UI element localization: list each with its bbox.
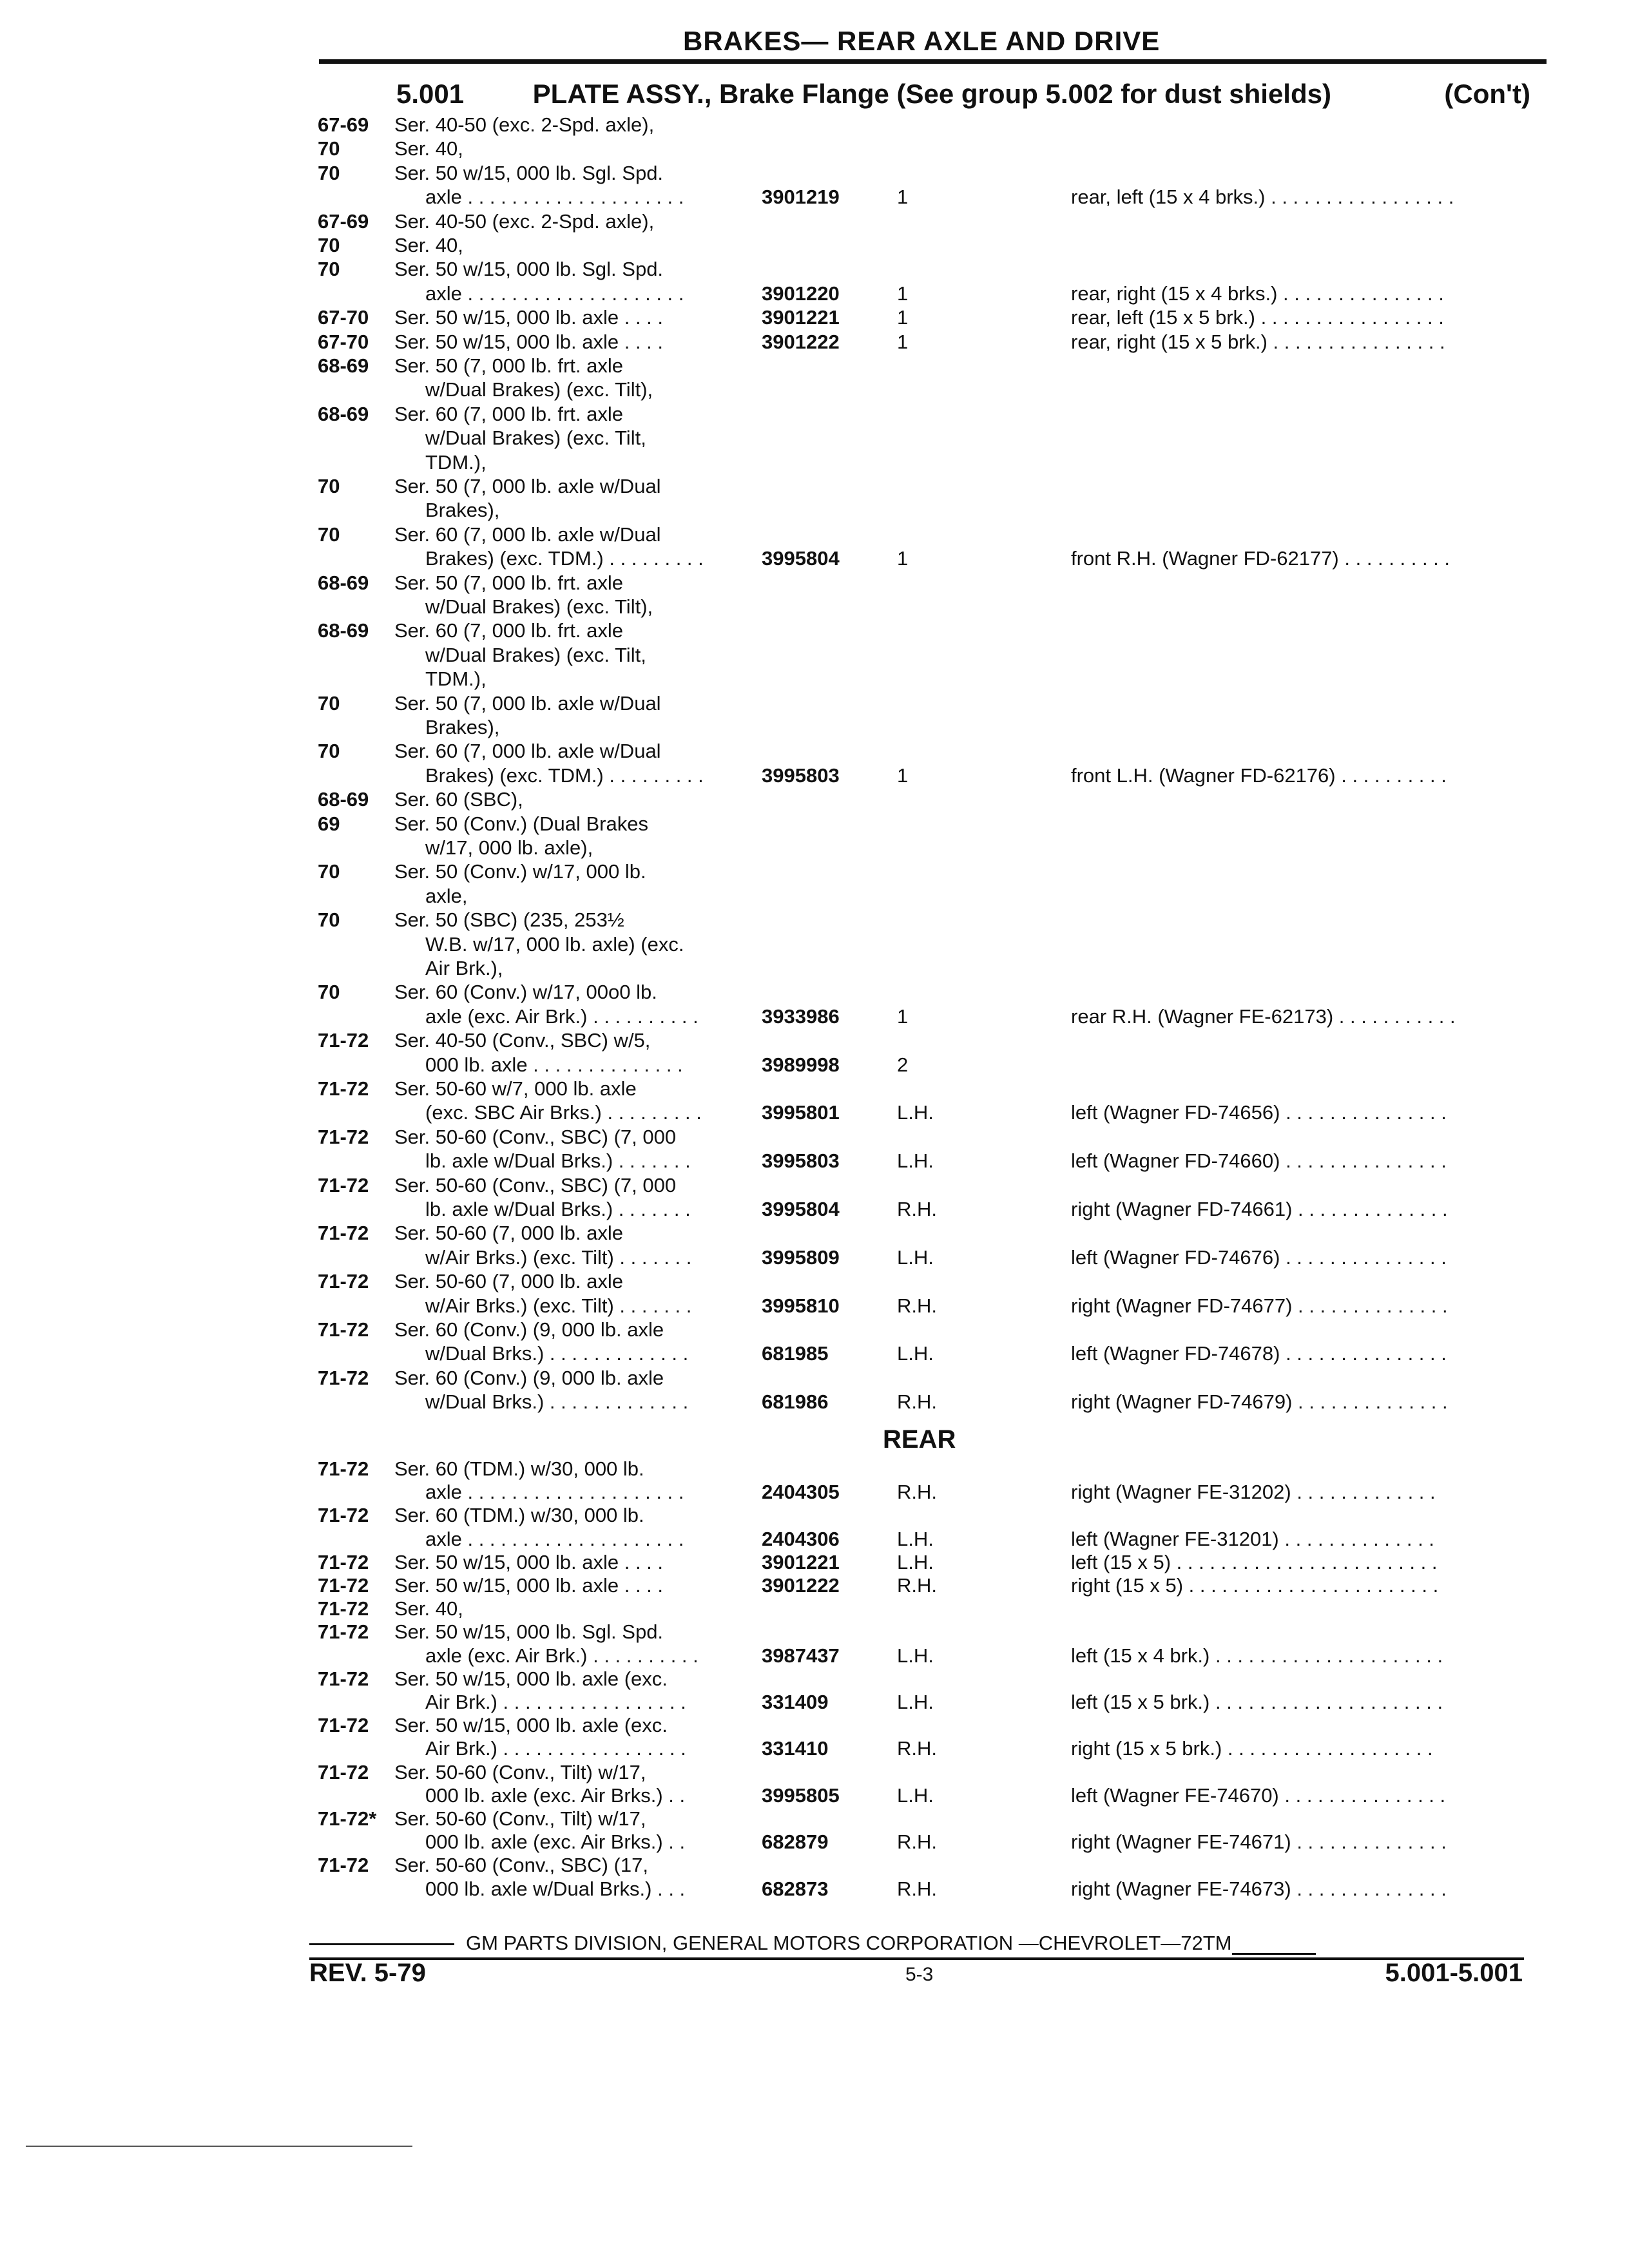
part-row [0, 1714, 1629, 1737]
quantity-side: L.H. [897, 1550, 934, 1573]
model-year: 71-72 [318, 1714, 369, 1737]
part-number: 3901222 [762, 330, 840, 353]
part-row [0, 860, 1629, 883]
part-number: 331409 [762, 1691, 829, 1713]
description: Ser. 60 (Conv.) w/17, 00o0 lb. [394, 981, 657, 1004]
description: lb. axle w/Dual Brks.) . . . . . . . [425, 1149, 691, 1173]
description: axle . . . . . . . . . . . . . . . . . . . . [425, 1481, 684, 1504]
description: Ser. 40, [394, 1597, 463, 1620]
description: (exc. SBC Air Brks.) . . . . . . . . . [425, 1101, 702, 1124]
part-number: 681986 [762, 1390, 829, 1414]
remarks: rear, right (15 x 5 brk.) . . . . . . . . . . . . . . . . [1071, 330, 1445, 353]
model-year: 71-72 [318, 1366, 369, 1389]
remarks: right (Wagner FD-74661) . . . . . . . . . . . . . . [1071, 1198, 1448, 1220]
part-row [0, 451, 1629, 474]
description: axle (exc. Air Brk.) . . . . . . . . . . [425, 1004, 699, 1028]
part-row [0, 957, 1629, 980]
footer-rule [309, 1957, 1524, 1960]
description: Ser. 40-50 (exc. 2-Spd. axle), [394, 113, 655, 136]
quantity-side: R.H. [897, 1831, 937, 1854]
description: Ser. 40-50 (Conv., SBC) w/5, [394, 1029, 651, 1052]
remarks: left (15 x 5) . . . . . . . . . . . . . . . . . . . . . . . . [1071, 1550, 1438, 1573]
quantity-side: 1 [897, 306, 909, 329]
model-year: 68-69 [318, 354, 369, 377]
part-row [0, 885, 1629, 908]
part-row [0, 1784, 1629, 1807]
remarks: rear R.H. (Wagner FE-62173) . . . . . . . . . . . [1071, 1004, 1456, 1028]
description: Air Brk.), [425, 957, 503, 979]
header-rule [319, 59, 1547, 64]
model-year: 71-72 [318, 1667, 369, 1690]
model-year: 70 [318, 981, 340, 1004]
model-year: 71-72 [318, 1173, 369, 1196]
part-row [0, 740, 1629, 763]
description: Ser. 50-60 (Conv., SBC) (7, 000 [394, 1125, 677, 1148]
revision-label: REV. 5-79 [309, 1959, 426, 1987]
description: Ser. 50 w/15, 000 lb. axle . . . . [394, 330, 664, 353]
quantity-side: R.H. [897, 1390, 937, 1414]
part-number: 3901221 [762, 306, 840, 329]
model-year: 68-69 [318, 571, 369, 594]
part-number: 3995801 [762, 1101, 840, 1124]
description: Ser. 40-50 (exc. 2-Spd. axle), [394, 209, 655, 233]
description: Ser. 50 (7, 000 lb. axle w/Dual [394, 475, 661, 497]
description: 000 lb. axle (exc. Air Brks.) . . [425, 1831, 686, 1854]
description: Ser. 50 (SBC) (235, 253½ [394, 908, 624, 932]
quantity-side: L.H. [897, 1149, 934, 1173]
part-row [0, 1077, 1629, 1100]
part-row [0, 1481, 1629, 1504]
part-row [0, 1878, 1629, 1901]
model-year: 71-72 [318, 1574, 369, 1597]
description: 000 lb. axle . . . . . . . . . . . . . . [425, 1053, 683, 1076]
part-row [0, 1149, 1629, 1173]
part-row [0, 1101, 1629, 1124]
model-year: 70 [318, 161, 340, 184]
page-header-title: BRAKES— REAR AXLE AND DRIVE [683, 26, 1161, 56]
part-row [0, 1222, 1629, 1245]
part-number: 3995803 [762, 764, 840, 787]
footer-publisher-text: GM PARTS DIVISION, GENERAL MOTORS CORPORATION —CHEVROLET—72TM [466, 1932, 1232, 1954]
model-year: 71-72 [318, 1457, 369, 1480]
description: TDM.), [425, 668, 487, 691]
model-year: 67-69 [318, 113, 369, 136]
part-row [0, 668, 1629, 691]
part-row [0, 1342, 1629, 1365]
remarks: left (Wagner FD-74660) . . . . . . . . . . . . . . . [1071, 1149, 1447, 1173]
part-row [0, 788, 1629, 811]
description: axle . . . . . . . . . . . . . . . . . . . . [425, 186, 684, 209]
part-row [0, 1390, 1629, 1414]
remarks: left (Wagner FE-31201) . . . . . . . . . . . . . . [1071, 1527, 1434, 1550]
description: w/Dual Brakes) (exc. Tilt, [425, 427, 646, 450]
part-row [0, 306, 1629, 329]
model-year: 68-69 [318, 619, 369, 642]
description: Ser. 50-60 (7, 000 lb. axle [394, 1222, 624, 1245]
quantity-side: L.H. [897, 1691, 934, 1713]
description: 000 lb. axle (exc. Air Brks.) . . [425, 1783, 686, 1807]
description: Ser. 50-60 (Conv., Tilt) w/17, [394, 1760, 646, 1783]
part-row [0, 836, 1629, 860]
part-row [0, 547, 1629, 570]
part-row [0, 1270, 1629, 1293]
section-reference: 5.001-5.001 [1385, 1959, 1523, 1987]
remarks: left (Wagner FD-74676) . . . . . . . . . . . . . . . [1071, 1245, 1447, 1269]
description: Ser. 50 (Conv.) (Dual Brakes [394, 812, 648, 835]
part-row [0, 1053, 1629, 1077]
part-number: 2404305 [762, 1481, 840, 1504]
part-row [0, 1174, 1629, 1197]
description: Ser. 60 (Conv.) (9, 000 lb. axle [394, 1318, 664, 1341]
description: axle (exc. Air Brk.) . . . . . . . . . . [425, 1644, 699, 1667]
quantity-side: R.H. [897, 1481, 937, 1504]
part-row [0, 475, 1629, 498]
model-year: 70 [318, 258, 340, 281]
model-year: 71-72 [318, 1125, 369, 1148]
description: Brakes), [425, 499, 500, 522]
quantity-side: L.H. [897, 1101, 934, 1124]
description: Ser. 50 w/15, 000 lb. axle . . . . [394, 1550, 664, 1573]
part-row [0, 499, 1629, 522]
part-row [0, 331, 1629, 354]
part-row [0, 716, 1629, 739]
model-year: 67-70 [318, 330, 369, 353]
model-year: 70 [318, 234, 340, 256]
quantity-side: 1 [897, 186, 909, 209]
model-year: 70 [318, 740, 340, 763]
part-row [0, 1620, 1629, 1644]
model-year: 71-72 [318, 1550, 369, 1573]
part-row [0, 1367, 1629, 1390]
description: Ser. 60 (7, 000 lb. frt. axle [394, 619, 623, 642]
part-row [0, 403, 1629, 426]
remarks: left (Wagner FE-74670) . . . . . . . . . . . . . . . [1071, 1783, 1446, 1807]
quantity-side: 1 [897, 282, 909, 305]
part-row [0, 1005, 1629, 1028]
description: Ser. 50 (7, 000 lb. frt. axle [394, 354, 623, 377]
quantity-side: R.H. [897, 1877, 937, 1900]
description: w/Dual Brks.) . . . . . . . . . . . . . [425, 1390, 689, 1414]
part-row [0, 1457, 1629, 1481]
description: Ser. 50 (7, 000 lb. axle w/Dual [394, 691, 661, 715]
remarks: right (Wagner FD-74677) . . . . . . . . . . . . . . [1071, 1294, 1448, 1317]
remarks: front R.H. (Wagner FD-62177) . . . . . . . . . . [1071, 547, 1451, 570]
part-row [0, 137, 1629, 160]
quantity-side: R.H. [897, 1294, 937, 1317]
description: Ser. 50 w/15, 000 lb. Sgl. Spd. [394, 161, 664, 184]
part-number: 3995809 [762, 1245, 840, 1269]
part-row [0, 1318, 1629, 1341]
part-number: 681985 [762, 1342, 829, 1365]
part-row [0, 1029, 1629, 1052]
model-year: 70 [318, 908, 340, 932]
part-row [0, 908, 1629, 932]
part-row [0, 186, 1629, 209]
part-row [0, 619, 1629, 642]
footer-right-rule [1232, 1953, 1316, 1955]
part-number: 3995803 [762, 1149, 840, 1173]
part-number: 3933986 [762, 1004, 840, 1028]
description: Ser. 60 (7, 000 lb. axle w/Dual [394, 523, 661, 546]
part-row [0, 282, 1629, 305]
model-year: 70 [318, 691, 340, 715]
part-number: 3901222 [762, 1574, 840, 1597]
part-row [0, 812, 1629, 836]
description: Brakes) (exc. TDM.) . . . . . . . . . [425, 764, 704, 787]
description: Ser. 50-60 w/7, 000 lb. axle [394, 1077, 637, 1100]
part-number: 682879 [762, 1831, 829, 1854]
quantity-side: 1 [897, 764, 909, 787]
part-number: 3995804 [762, 547, 840, 570]
description: Ser. 60 (Conv.) (9, 000 lb. axle [394, 1366, 664, 1389]
model-year: 70 [318, 523, 340, 546]
part-row [0, 354, 1629, 378]
quantity-side: R.H. [897, 1574, 937, 1597]
part-row [0, 1246, 1629, 1269]
model-year: 71-72* [318, 1807, 377, 1830]
description: axle . . . . . . . . . . . . . . . . . . . . [425, 282, 684, 305]
description: TDM.), [425, 450, 487, 474]
remarks: right (Wagner FE-74671) . . . . . . . . . . . . . . [1071, 1831, 1447, 1854]
description: Brakes) (exc. TDM.) . . . . . . . . . [425, 547, 704, 570]
section-number: 5.001 [396, 79, 465, 109]
description: Ser. 50 w/15, 000 lb. axle (exc. [394, 1667, 668, 1690]
description: Ser. 50-60 (Conv., SBC) (17, [394, 1854, 648, 1877]
description: w/Air Brks.) (exc. Tilt) . . . . . . . [425, 1294, 692, 1317]
description: 000 lb. axle w/Dual Brks.) . . . [425, 1877, 686, 1900]
part-row [0, 1528, 1629, 1551]
part-number: 3995810 [762, 1294, 840, 1317]
quantity-side: L.H. [897, 1245, 934, 1269]
model-year: 67-69 [318, 209, 369, 233]
part-row [0, 234, 1629, 257]
quantity-side: R.H. [897, 1737, 937, 1760]
model-year: 70 [318, 860, 340, 883]
remarks: left (Wagner FD-74678) . . . . . . . . . . . . . . . [1071, 1342, 1447, 1365]
part-row [0, 1854, 1629, 1877]
part-row [0, 1737, 1629, 1760]
description: Ser. 50 w/15, 000 lb. Sgl. Spd. [394, 258, 664, 281]
part-row [0, 523, 1629, 546]
description: Ser. 50-60 (7, 000 lb. axle [394, 1270, 624, 1293]
remarks: left (15 x 4 brk.) . . . . . . . . . . . . . . . . . . . . . [1071, 1644, 1443, 1667]
description: Brakes), [425, 716, 500, 738]
part-row [0, 1126, 1629, 1149]
description: w/17, 000 lb. axle), [425, 836, 593, 859]
model-year: 71-72 [318, 1620, 369, 1644]
remarks: right (15 x 5 brk.) . . . . . . . . . . . . . . . . . . . [1071, 1737, 1433, 1760]
description: axle, [425, 884, 468, 907]
description: Ser. 50 (Conv.) w/17, 000 lb. [394, 860, 646, 883]
model-year: 70 [318, 137, 340, 160]
part-row [0, 764, 1629, 787]
quantity-side: 2 [897, 1053, 909, 1076]
scan-artifact-line [26, 2146, 412, 2147]
remarks: rear, left (15 x 5 brk.) . . . . . . . . . . . . . . . . . [1071, 306, 1444, 329]
part-number: 3987437 [762, 1644, 840, 1667]
page-number: 5-3 [905, 1964, 934, 1985]
part-number: 3901220 [762, 282, 840, 305]
description: Ser. 60 (7, 000 lb. frt. axle [394, 402, 623, 425]
model-year: 67-70 [318, 306, 369, 329]
quantity-side: L.H. [897, 1783, 934, 1807]
remarks: right (Wagner FE-74673) . . . . . . . . . . . . . . [1071, 1877, 1447, 1900]
part-row [0, 1597, 1629, 1620]
part-number: 2404306 [762, 1527, 840, 1550]
part-row [0, 1504, 1629, 1527]
description: w/Air Brks.) (exc. Tilt) . . . . . . . [425, 1245, 692, 1269]
part-row [0, 1667, 1629, 1691]
quantity-side: 1 [897, 330, 909, 353]
description: Ser. 60 (TDM.) w/30, 000 lb. [394, 1457, 644, 1480]
part-row [0, 1294, 1629, 1318]
part-row [0, 1644, 1629, 1667]
quantity-side: L.H. [897, 1342, 934, 1365]
part-row [0, 1761, 1629, 1784]
part-number: 331410 [762, 1737, 829, 1760]
part-row [0, 427, 1629, 450]
part-number: 682873 [762, 1877, 829, 1900]
model-year: 71-72 [318, 1760, 369, 1783]
remarks: right (Wagner FE-31202) . . . . . . . . . . . . . [1071, 1481, 1436, 1504]
remarks: front L.H. (Wagner FD-62176) . . . . . . . . . . [1071, 764, 1447, 787]
part-row [0, 1807, 1629, 1831]
description: Ser. 60 (TDM.) w/30, 000 lb. [394, 1504, 644, 1527]
footer-publisher-line [309, 1932, 1521, 1955]
description: Ser. 50 (7, 000 lb. frt. axle [394, 571, 623, 594]
model-year: 68-69 [318, 402, 369, 425]
quantity-side: R.H. [897, 1198, 937, 1220]
part-row [0, 258, 1629, 281]
model-year: 71-72 [318, 1854, 369, 1877]
remarks: left (15 x 5 brk.) . . . . . . . . . . . . . . . . . . . . . [1071, 1691, 1443, 1713]
part-row [0, 1831, 1629, 1854]
part-row [0, 1574, 1629, 1597]
description: Ser. 50 w/15, 000 lb. axle . . . . [394, 306, 664, 329]
rear-subheading: REAR [883, 1425, 956, 1454]
model-year: 68-69 [318, 788, 369, 811]
description: Ser. 50 w/15, 000 lb. axle (exc. [394, 1714, 668, 1737]
description: Ser. 40, [394, 137, 463, 160]
model-year: 71-72 [318, 1504, 369, 1527]
part-number: 3995805 [762, 1783, 840, 1807]
description: w/Dual Brakes) (exc. Tilt), [425, 595, 653, 618]
description: Ser. 50-60 (Conv., SBC) (7, 000 [394, 1173, 677, 1196]
description: Ser. 60 (7, 000 lb. axle w/Dual [394, 740, 661, 763]
model-year: 71-72 [318, 1270, 369, 1293]
description: w/Dual Brks.) . . . . . . . . . . . . . [425, 1342, 689, 1365]
model-year: 71-72 [318, 1318, 369, 1341]
section-title: PLATE ASSY., Brake Flange (See group 5.002 for dust shields) [532, 79, 1331, 109]
continued-marker: (Con't) [1444, 79, 1530, 109]
part-row [0, 981, 1629, 1004]
description: w/Dual Brakes) (exc. Tilt), [425, 378, 653, 401]
part-row [0, 1691, 1629, 1714]
description: w/Dual Brakes) (exc. Tilt, [425, 643, 646, 666]
remarks: rear, right (15 x 4 brks.) . . . . . . . . . . . . . . . [1071, 282, 1444, 305]
part-row [0, 162, 1629, 185]
part-row [0, 378, 1629, 401]
model-year: 70 [318, 475, 340, 497]
remarks: right (15 x 5) . . . . . . . . . . . . . . . . . . . . . . . [1071, 1574, 1439, 1597]
part-number: 3989998 [762, 1053, 840, 1076]
footer-left-rule [309, 1943, 454, 1945]
part-number: 3995804 [762, 1198, 840, 1220]
part-row [0, 692, 1629, 715]
part-row [0, 644, 1629, 667]
section-title-line [396, 79, 1530, 110]
remarks: right (Wagner FD-74679) . . . . . . . . . . . . . . [1071, 1390, 1448, 1414]
description: Air Brk.) . . . . . . . . . . . . . . . . . [425, 1691, 686, 1713]
remarks: rear, left (15 x 4 brks.) . . . . . . . . . . . . . . . . . [1071, 186, 1454, 209]
model-year: 69 [318, 812, 340, 835]
description: Ser. 50 w/15, 000 lb. axle . . . . [394, 1574, 664, 1597]
model-year: 71-72 [318, 1029, 369, 1052]
part-row [0, 1551, 1629, 1574]
quantity-side: 1 [897, 547, 909, 570]
part-row [0, 933, 1629, 956]
description: Ser. 40, [394, 234, 463, 256]
part-row [0, 113, 1629, 137]
model-year: 71-72 [318, 1077, 369, 1100]
part-row [0, 595, 1629, 619]
description: axle . . . . . . . . . . . . . . . . . . . . [425, 1527, 684, 1550]
description: Air Brk.) . . . . . . . . . . . . . . . . . [425, 1737, 686, 1760]
quantity-side: L.H. [897, 1527, 934, 1550]
quantity-side: L.H. [897, 1644, 934, 1667]
description: W.B. w/17, 000 lb. axle) (exc. [425, 932, 684, 956]
part-row [0, 210, 1629, 233]
model-year: 71-72 [318, 1222, 369, 1245]
description: Ser. 50 w/15, 000 lb. Sgl. Spd. [394, 1620, 664, 1644]
part-row [0, 1198, 1629, 1221]
description: lb. axle w/Dual Brks.) . . . . . . . [425, 1198, 691, 1220]
description: Ser. 60 (SBC), [394, 788, 523, 811]
description: Ser. 50-60 (Conv., Tilt) w/17, [394, 1807, 646, 1830]
part-number: 3901221 [762, 1550, 840, 1573]
quantity-side: 1 [897, 1004, 909, 1028]
part-number: 3901219 [762, 186, 840, 209]
part-row [0, 572, 1629, 595]
remarks: left (Wagner FD-74656) . . . . . . . . . . . . . . . [1071, 1101, 1447, 1124]
model-year: 71-72 [318, 1597, 369, 1620]
